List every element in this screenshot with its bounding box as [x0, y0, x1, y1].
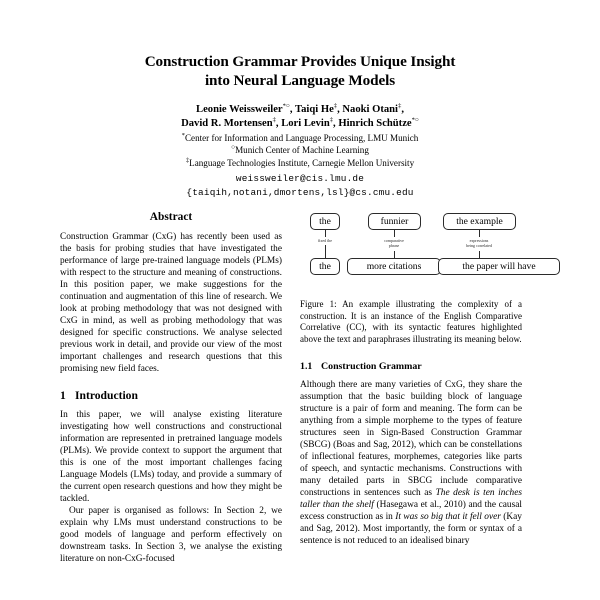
cg-text-a: Although there are many varieties of CxG, they share the assumption that the basic building block of language structure is a pair of form and meaning. The form can be anything from a simple morpheme to the types of feature structures seen in Sign-Based Construction Grammar (SBCG) (Boas and Sag, 2012), which can be constellations of inflectional features, morphemes, categories like parts of speech, and syntactic mechanisms. Constructions with many detailed parts in SBCG include comparative constructions in sentences such as [300, 380, 522, 499]
figure-connector-1-top [325, 230, 326, 237]
introduction-paragraph-1: In this paper, we will analyse existing literature investigating how well constructions and constructional information are represented in pretrained language models (PLMs). We provide context to support the argument that this is one of the most important challenges facing Language Models (LMs) today, and provide a summary of the current open research questions and how they might be tackled. [60, 410, 282, 505]
email-list [60, 172, 540, 199]
affiliation-1 [60, 132, 540, 144]
figure-annotation-1-line1: fixed the [317, 238, 333, 244]
author-line-1-tail: , [401, 104, 404, 115]
figure-annotation-3-line1: expressions [469, 238, 489, 244]
cg-text-c: (Kay and Sag, 2012). Most importantly, the form or syntax of a sentence is not reduced to an idealised binary [300, 512, 522, 547]
author-marker: *○ [411, 116, 419, 124]
figure-box-bottom-3: the paper will have [438, 258, 560, 275]
affiliation-marker: ‡ [185, 156, 190, 164]
figure-connector-1-bottom [325, 245, 326, 258]
figure-connector-2-top [394, 230, 395, 237]
figure-connector-2-bottom [394, 251, 395, 258]
affiliation-marker: ○ [231, 144, 236, 152]
construction-grammar-paragraph [300, 379, 522, 547]
cg-example-1: The desk is ten inches taller than the shelf [300, 488, 522, 511]
figure-box-bottom-1: the [310, 258, 340, 275]
figure-caption-label: Figure 1: [300, 299, 337, 310]
figure-1-caption [300, 299, 522, 345]
author-schutze: , Hinrich Schütze [333, 118, 412, 129]
affiliation-3-text: Language Technologies Institute, Carnegie Mellon University [189, 157, 415, 168]
email-primary[interactable]: weissweiler@cis.lmu.de [235, 173, 365, 185]
cg-text-b: (Hasegawa et al., 2010) and the causal excess construction as in [300, 500, 522, 523]
figure-caption-text: An example illustrating the complexity of a construction. It is an instance of the English Comparative Correlative (CC), with its syntactic features highlighted above the text and paraphrases illustrating its meaning below. [300, 299, 523, 344]
author-mortensen: David R. Mortensen [181, 118, 273, 129]
section-number: 1 [60, 389, 66, 403]
figure-annotation-3 [444, 238, 514, 248]
author-otani: , Naoki Otani [337, 104, 399, 115]
figure-annotation-2-line2: phrase [388, 243, 400, 249]
email-secondary[interactable]: {taiqih,notani,dmortens,lsl}@cs.cmu.edu [186, 186, 414, 198]
section-heading-introduction [60, 389, 282, 402]
affiliation-list [60, 132, 540, 169]
affiliation-2-text: Munich Center of Machine Learning [235, 145, 369, 156]
affiliation-marker: * [181, 131, 185, 139]
author-levin: , Lori Levin [275, 118, 330, 129]
author-marker: ‡ [272, 116, 276, 124]
abstract-text: Construction Grammar (CxG) has recently been used as the basis for probing studies that have investigated the performance of large pre-trained language models (PLMs) with respect to the structure and meaning of constructions. In this position paper, we make suggestions for the continuation and augmentation of this line of research. We look at probing methodology that was not designed with CxG in mind, as well as probing methodology that was designed for specific constructions. We analyse selected previous work in detail, and provide our view of the most important challenges and research questions that this promising new field faces. [60, 232, 282, 375]
figure-box-top-3: the example [443, 213, 516, 230]
figure-box-bottom-2: more citations [347, 258, 441, 275]
figure-box-top-2: funnier [368, 213, 421, 230]
author-list [60, 103, 540, 131]
author-marker: ‡ [398, 102, 402, 110]
left-column [60, 211, 282, 565]
introduction-paragraph-2: Our paper is organised as follows: In Section 2, we explain why LMs must understand constructions to be good models of language and perform effectively on downstream tasks. In Section 3, we analyse the existing literature on non-CxG-focused [60, 506, 282, 565]
author-he: , Taiqi He [289, 104, 334, 115]
cg-example-2: It was so big that it fell over [395, 512, 501, 523]
author-marker: ‡ [329, 116, 334, 124]
figure-annotation-2 [364, 238, 424, 248]
abstract-heading: Abstract [149, 211, 193, 224]
author-marker: *○ [282, 102, 290, 110]
author-marker: ‡ [333, 102, 338, 110]
subsection-number: 1.1 [300, 361, 313, 373]
subsection-title: Construction Grammar [321, 361, 422, 373]
figure-annotation-2-line1: comparative [384, 238, 404, 244]
subsection-heading-construction-grammar [300, 361, 522, 372]
figure-connector-3-top [479, 230, 480, 237]
affiliation-3 [60, 157, 540, 169]
page-title [60, 52, 540, 90]
body-columns [60, 211, 540, 565]
right-column [300, 211, 536, 565]
author-line-2 [60, 117, 540, 131]
author-weissweiler: Leonie Weissweiler [196, 104, 283, 115]
title-line-1: Construction Grammar Provides Unique Insight [144, 53, 456, 70]
affiliation-2 [60, 144, 540, 156]
affiliation-1-text: Center for Information and Language Processing, LMU Munich [184, 133, 419, 143]
figure-annotation-3-line2: being correlated [466, 243, 492, 249]
figure-annotation-1 [300, 238, 350, 243]
figure-1-diagram [300, 211, 536, 291]
figure-connector-3-bottom [479, 251, 480, 258]
section-title: Introduction [75, 389, 138, 403]
title-line-2: into Neural Language Models [204, 72, 396, 89]
author-line-1 [60, 103, 540, 117]
figure-box-top-1: the [310, 213, 340, 230]
